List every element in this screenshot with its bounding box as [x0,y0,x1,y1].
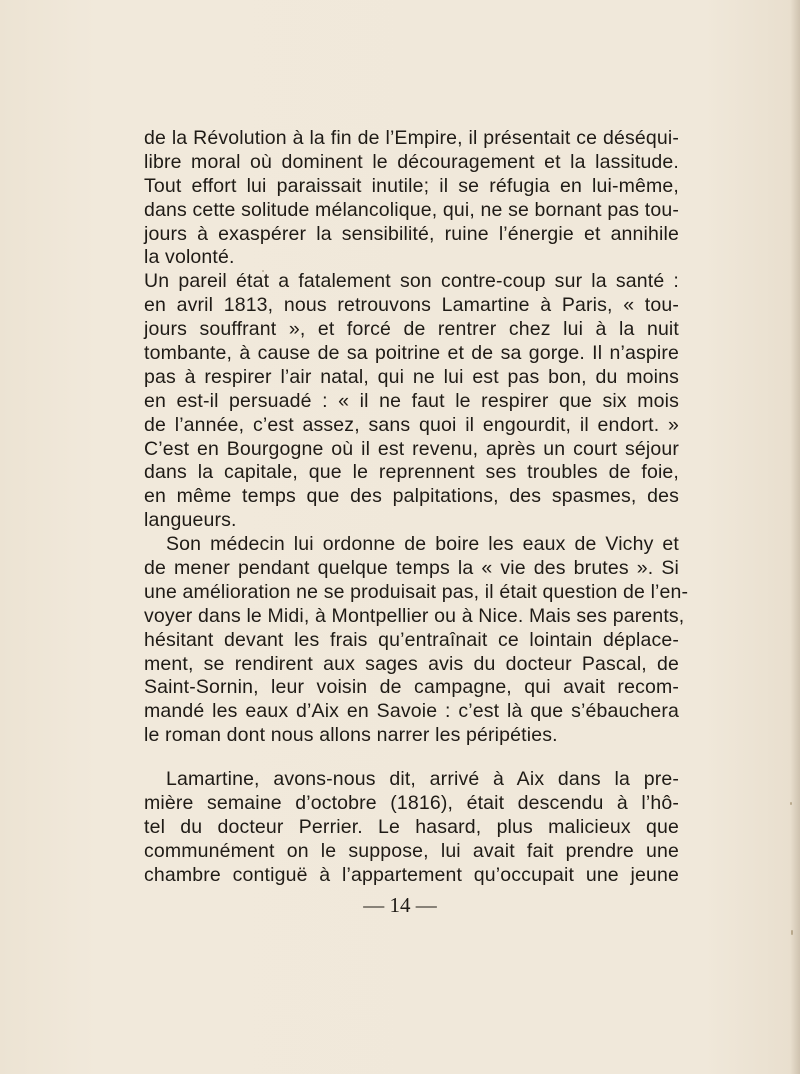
text-line: de mener pendant quelque temps la « vie des brutes ». Si [144,557,679,580]
text-line: tombante, à cause de sa poitrine et de sa gorge. Il n’aspire [144,342,679,365]
text-line: une amélioration ne se produisait pas, il était question de l’en- [144,580,689,603]
text-line: jours à exaspérer la sensibilité, ruine l’énergie et annihile [144,222,679,245]
text-line: en avril 1813, nous retrouvons Lamartine à Paris, « tou- [144,294,679,317]
page-number: — 14 — [363,893,437,917]
paper-speck [791,930,793,935]
paragraph-4 [144,768,679,887]
text-line: Tout effort lui paraissait inutile; il se réfugia en lui-même, [144,174,679,197]
paragraph-1 [144,127,679,270]
paper-speck [790,802,792,805]
section-gap [144,748,679,768]
text-line: Saint-Sornin, leur voisin de campagne, qui avait recom- [144,676,679,699]
text-line: chambre contiguë à l’appartement qu’occupait une jeune [144,863,679,886]
text-line: Son médecin lui ordonne de boire les eaux de Vichy et [166,533,679,556]
text-line: dans la capitale, que le reprennent ses troubles de foie, [144,461,679,484]
text-line: voyer dans le Midi, à Montpellier ou à Nice. Mais ses parents, [144,604,685,627]
text-line: de l’année, c’est assez, sans quoi il engourdit, il endort. » [144,413,679,436]
text-line: libre moral où dominent le découragement et la lassitude. [144,150,679,173]
text-line: dans cette solitude mélancolique, qui, ne se bornant pas tou- [144,198,679,221]
text-line: hésitant devant les frais qu’entraînait ce lointain déplace- [144,628,679,651]
text-line: pas à respirer l’air natal, qui ne lui est pas bon, du moins [144,365,679,388]
text-line: le roman dont nous allons narrer les péripéties. [144,724,558,747]
text-line: Lamartine, avons-nous dit, arrivé à Aix dans la pre- [166,768,679,791]
text-line: jours souffrant », et forcé de rentrer chez lui à la nuit [144,318,679,341]
text-line: communément on le suppose, lui avait fait prendre une [144,839,679,862]
paragraph-3 [144,533,689,748]
text-line: la volonté. [144,246,235,269]
text-line: Un pareil état a fatalement son contre-coup sur la santé : [144,270,679,293]
text-line: de la Révolution à la fin de l’Empire, il présentait ce déséqui- [144,127,679,149]
text-line: ment, se rendirent aux sages avis du docteur Pascal, de [144,652,679,675]
body-text [144,127,689,888]
paragraph-2 [144,270,679,533]
text-line: mandé les eaux d’Aix en Savoie : c’est là que s’ébauchera [144,700,679,723]
text-line: tel du docteur Perrier. Le hasard, plus malicieux que [144,815,679,838]
text-line: C’est en Bourgogne où il est revenu, après un court séjour [144,437,679,460]
text-line: en est-il persuadé : « il ne faut le respirer que six mois [144,389,679,412]
text-line: en même temps que des palpitations, des spasmes, des [144,485,679,508]
text-line: langueurs. [144,509,237,532]
text-line: mière semaine d’octobre (1816), était descendu à l’hô- [144,792,679,815]
